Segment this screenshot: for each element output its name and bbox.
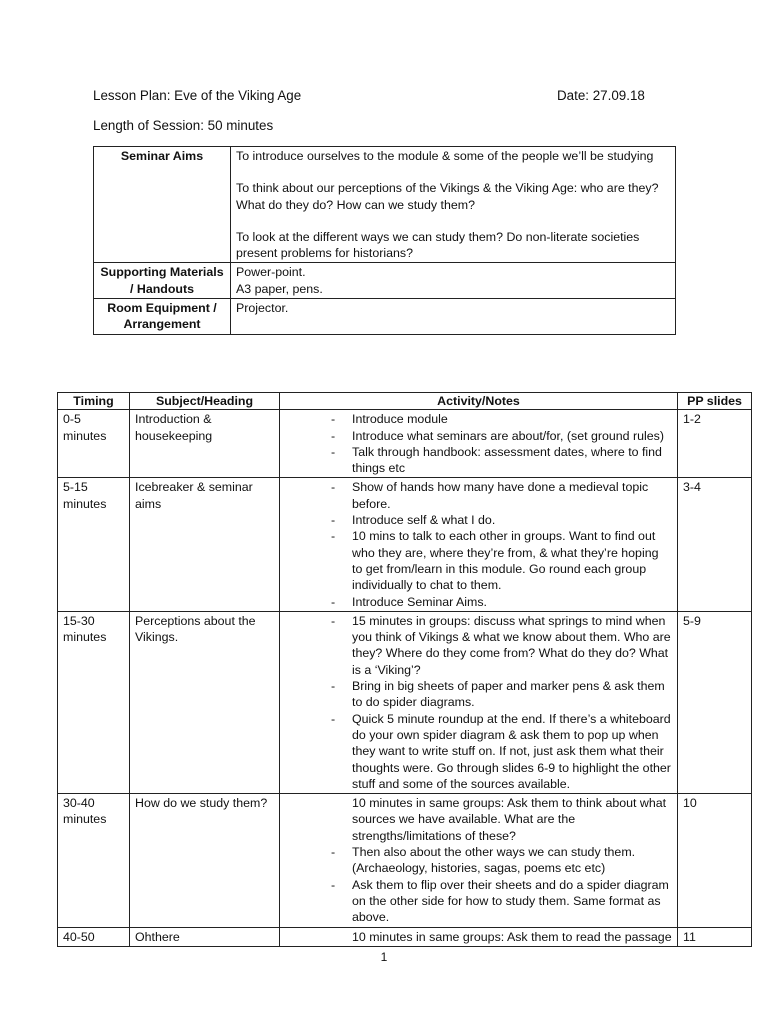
lesson-plan-title: Lesson Plan: Eve of the Viking Age: [93, 88, 302, 103]
slides-cell: 10: [678, 794, 752, 927]
activity-item: - Introduce Seminar Aims.: [285, 594, 672, 610]
activity-cell: [280, 794, 678, 927]
timing-cell: 30-40 minutes: [58, 794, 130, 927]
slides-cell: 1-2: [678, 410, 752, 478]
aims-paragraph: Projector.: [236, 301, 289, 316]
header-timing: Timing: [58, 393, 130, 410]
activity-cell: [280, 927, 678, 946]
subject-cell: How do we study them?: [130, 794, 280, 927]
activity-item: - Quick 5 minute roundup at the end. If there’s a whiteboard do your own spider diagram & ask them to pop up when they want to write stuff on. If not, just ask them what their thoughts were. Go through slides 6-9 to highlight the other stuff and some of the sources available.: [285, 711, 672, 792]
subject-cell: Ohthere: [130, 927, 280, 946]
aims-paragraph: To think about our perceptions of the Vikings & the Viking Age: who are they? What do they do? How can we study them?: [236, 181, 659, 212]
aims-row-value: [231, 263, 676, 299]
activity-list: [285, 929, 672, 945]
plan-row: [58, 927, 752, 946]
aims-row-label: Supporting Materials / Handouts: [94, 263, 231, 299]
subject-cell: Perceptions about the Vikings.: [130, 611, 280, 793]
aims-row-label: Seminar Aims: [94, 147, 231, 263]
aims-row-label: Room Equipment / Arrangement: [94, 299, 231, 335]
slides-cell: 11: [678, 927, 752, 946]
timing-cell: 5-15 minutes: [58, 478, 130, 611]
plan-table-header-row: [58, 393, 752, 410]
aims-row: [94, 147, 676, 263]
activity-item: - Introduce module: [285, 411, 672, 427]
subject-cell: Icebreaker & seminar aims: [130, 478, 280, 611]
activity-cell: [280, 611, 678, 793]
activity-list: [285, 479, 672, 609]
activity-item: - Show of hands how many have done a medieval topic before.: [285, 479, 672, 512]
plan-row: [58, 611, 752, 793]
activity-cell: [280, 410, 678, 478]
header-subject: Subject/Heading: [130, 393, 280, 410]
activity-item: 10 minutes in same groups: Ask them to read the passage: [352, 929, 672, 944]
aims-row-value: [231, 299, 676, 335]
activity-item: - Introduce what seminars are about/for, (set ground rules): [285, 428, 672, 444]
header-activity: Activity/Notes: [280, 393, 678, 410]
aims-paragraph: To introduce ourselves to the module & some of the people we’ll be studying: [236, 149, 654, 163]
session-length: Length of Session: 50 minutes: [93, 118, 274, 133]
activity-item: - Bring in big sheets of paper and marker pens & ask them to do spider diagrams.: [285, 678, 672, 711]
aims-row: [94, 299, 676, 335]
aims-row: [94, 263, 676, 299]
activity-item: - 10 mins to talk to each other in groups. Want to find out who they are, where they’re from, & what they’re hoping to get from/learn in this module. Go round each group individually to chat to them.: [285, 528, 672, 593]
timing-cell: 0-5 minutes: [58, 410, 130, 478]
activity-cell: [280, 478, 678, 611]
activity-item: - Then also about the other ways we can study them. (Archaeology, histories, sagas, poems etc etc): [285, 844, 672, 877]
header-slides: PP slides: [678, 393, 752, 410]
activity-item: - 15 minutes in groups: discuss what springs to mind when you think of Vikings & what we know about them. Who are they? Where do they come from? What do they do? What is a ‘Viking’?: [285, 613, 672, 678]
plan-row: [58, 794, 752, 927]
lesson-date: Date: 27.09.18: [557, 88, 645, 103]
slides-cell: 3-4: [678, 478, 752, 611]
plan-row: [58, 410, 752, 478]
activity-list: [285, 411, 672, 476]
timing-cell: 40-50: [58, 927, 130, 946]
aims-paragraph: To look at the different ways we can study them? Do non-literate societies present problems for historians?: [236, 229, 640, 261]
page-number: 1: [380, 950, 388, 964]
plan-row: [58, 478, 752, 611]
aims-paragraph: Power-point. A3 paper, pens.: [236, 265, 323, 296]
seminar-aims-table: [93, 146, 676, 335]
activity-item: - Talk through handbook: assessment dates, where to find things etc: [285, 444, 672, 477]
activity-item: 10 minutes in same groups: Ask them to think about what sources we have available. What are the strengths/limitations of these?: [352, 796, 667, 843]
subject-cell: Introduction & housekeeping: [130, 410, 280, 478]
lesson-plan-table: [57, 392, 752, 947]
slides-cell: 5-9: [678, 611, 752, 793]
activity-list: [285, 795, 672, 925]
activity-list: [285, 613, 672, 792]
timing-cell: 15-30 minutes: [58, 611, 130, 793]
aims-row-value: [231, 147, 676, 263]
activity-item: - Introduce self & what I do.: [285, 512, 672, 528]
activity-item: - Ask them to flip over their sheets and do a spider diagram on the other side for how to study them. Same format as above.: [285, 877, 672, 926]
